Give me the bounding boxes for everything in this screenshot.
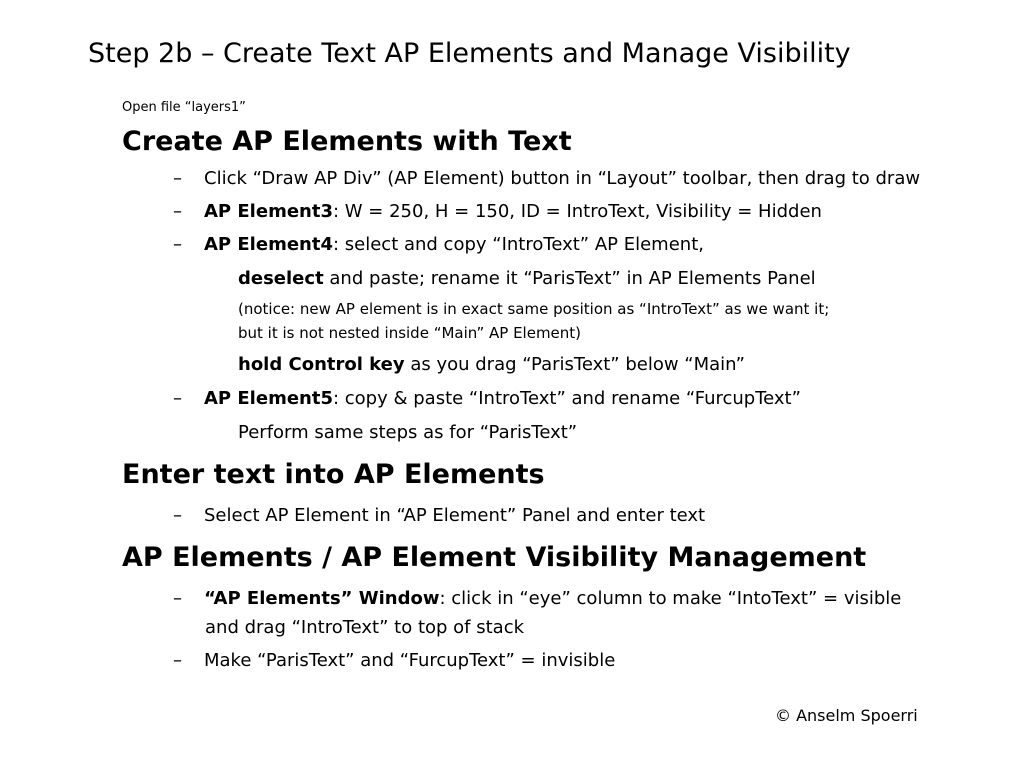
bold-label: “AP Elements” Window [204,588,440,609]
slide-title: Step 2b – Create Text AP Elements and Manage Visibility [88,38,851,69]
bullet-rest: : copy & paste “IntroText” and rename “FurcupText” [332,388,801,409]
bold-label: deselect [238,268,324,289]
bullet-dash: – [173,201,182,222]
sub-note-line2: but it is not nested inside “Main” AP Element) [238,324,582,342]
bullet-text: Make “ParisText” and “FurcupText” = invisible [204,650,616,671]
bullet-dash: – [173,388,182,409]
bullet-dash: – [173,234,182,255]
bullet-rest: : W = 250, H = 150, ID = IntroText, Visibility = Hidden [332,201,822,222]
bold-label: AP Element3 [204,201,333,222]
bullet-text: Click “Draw AP Div” (AP Element) button in “Layout” toolbar, then drag to draw [204,168,921,189]
bullet-text: Select AP Element in “AP Element” Panel and enter text [204,505,706,526]
sub-rest: and paste; rename it “ParisText” in AP Elements Panel [323,268,816,289]
bullet-text [204,234,704,255]
open-file-note: Open file “layers1” [122,100,246,115]
section-heading-create: Create AP Elements with Text [122,126,572,157]
bullet-dash: – [173,505,182,526]
sub-deselect-paste [238,268,816,289]
section-heading-enter-text: Enter text into AP Elements [122,459,545,490]
copyright-footer: © Anselm Spoerri [775,706,918,725]
bullet-text [204,201,822,222]
bold-label: hold Control key [238,354,405,375]
bullet-rest: : click in “eye” column to make “IntoText” = visible [439,588,902,609]
sub-note-line1: (notice: new AP element is in exact same position as “IntroText” as we want it; [238,300,830,318]
bold-label: AP Element4 [204,234,333,255]
sub-perform-same-steps: Perform same steps as for “ParisText” [238,422,578,443]
sub-rest: as you drag “ParisText” below “Main” [404,354,745,375]
sub-hold-control [238,354,745,375]
bullet-rest: : select and copy “IntroText” AP Element, [332,234,704,255]
section-heading-visibility: AP Elements / AP Element Visibility Management [122,542,867,573]
bullet-text [204,588,901,609]
bullet-dash: – [173,588,182,609]
bullet-dash: – [173,650,182,671]
bold-label: AP Element5 [204,388,333,409]
bullet-text [204,388,801,409]
bullet-dash: – [173,168,182,189]
bullet-continuation: and drag “IntroText” to top of stack [205,617,525,638]
